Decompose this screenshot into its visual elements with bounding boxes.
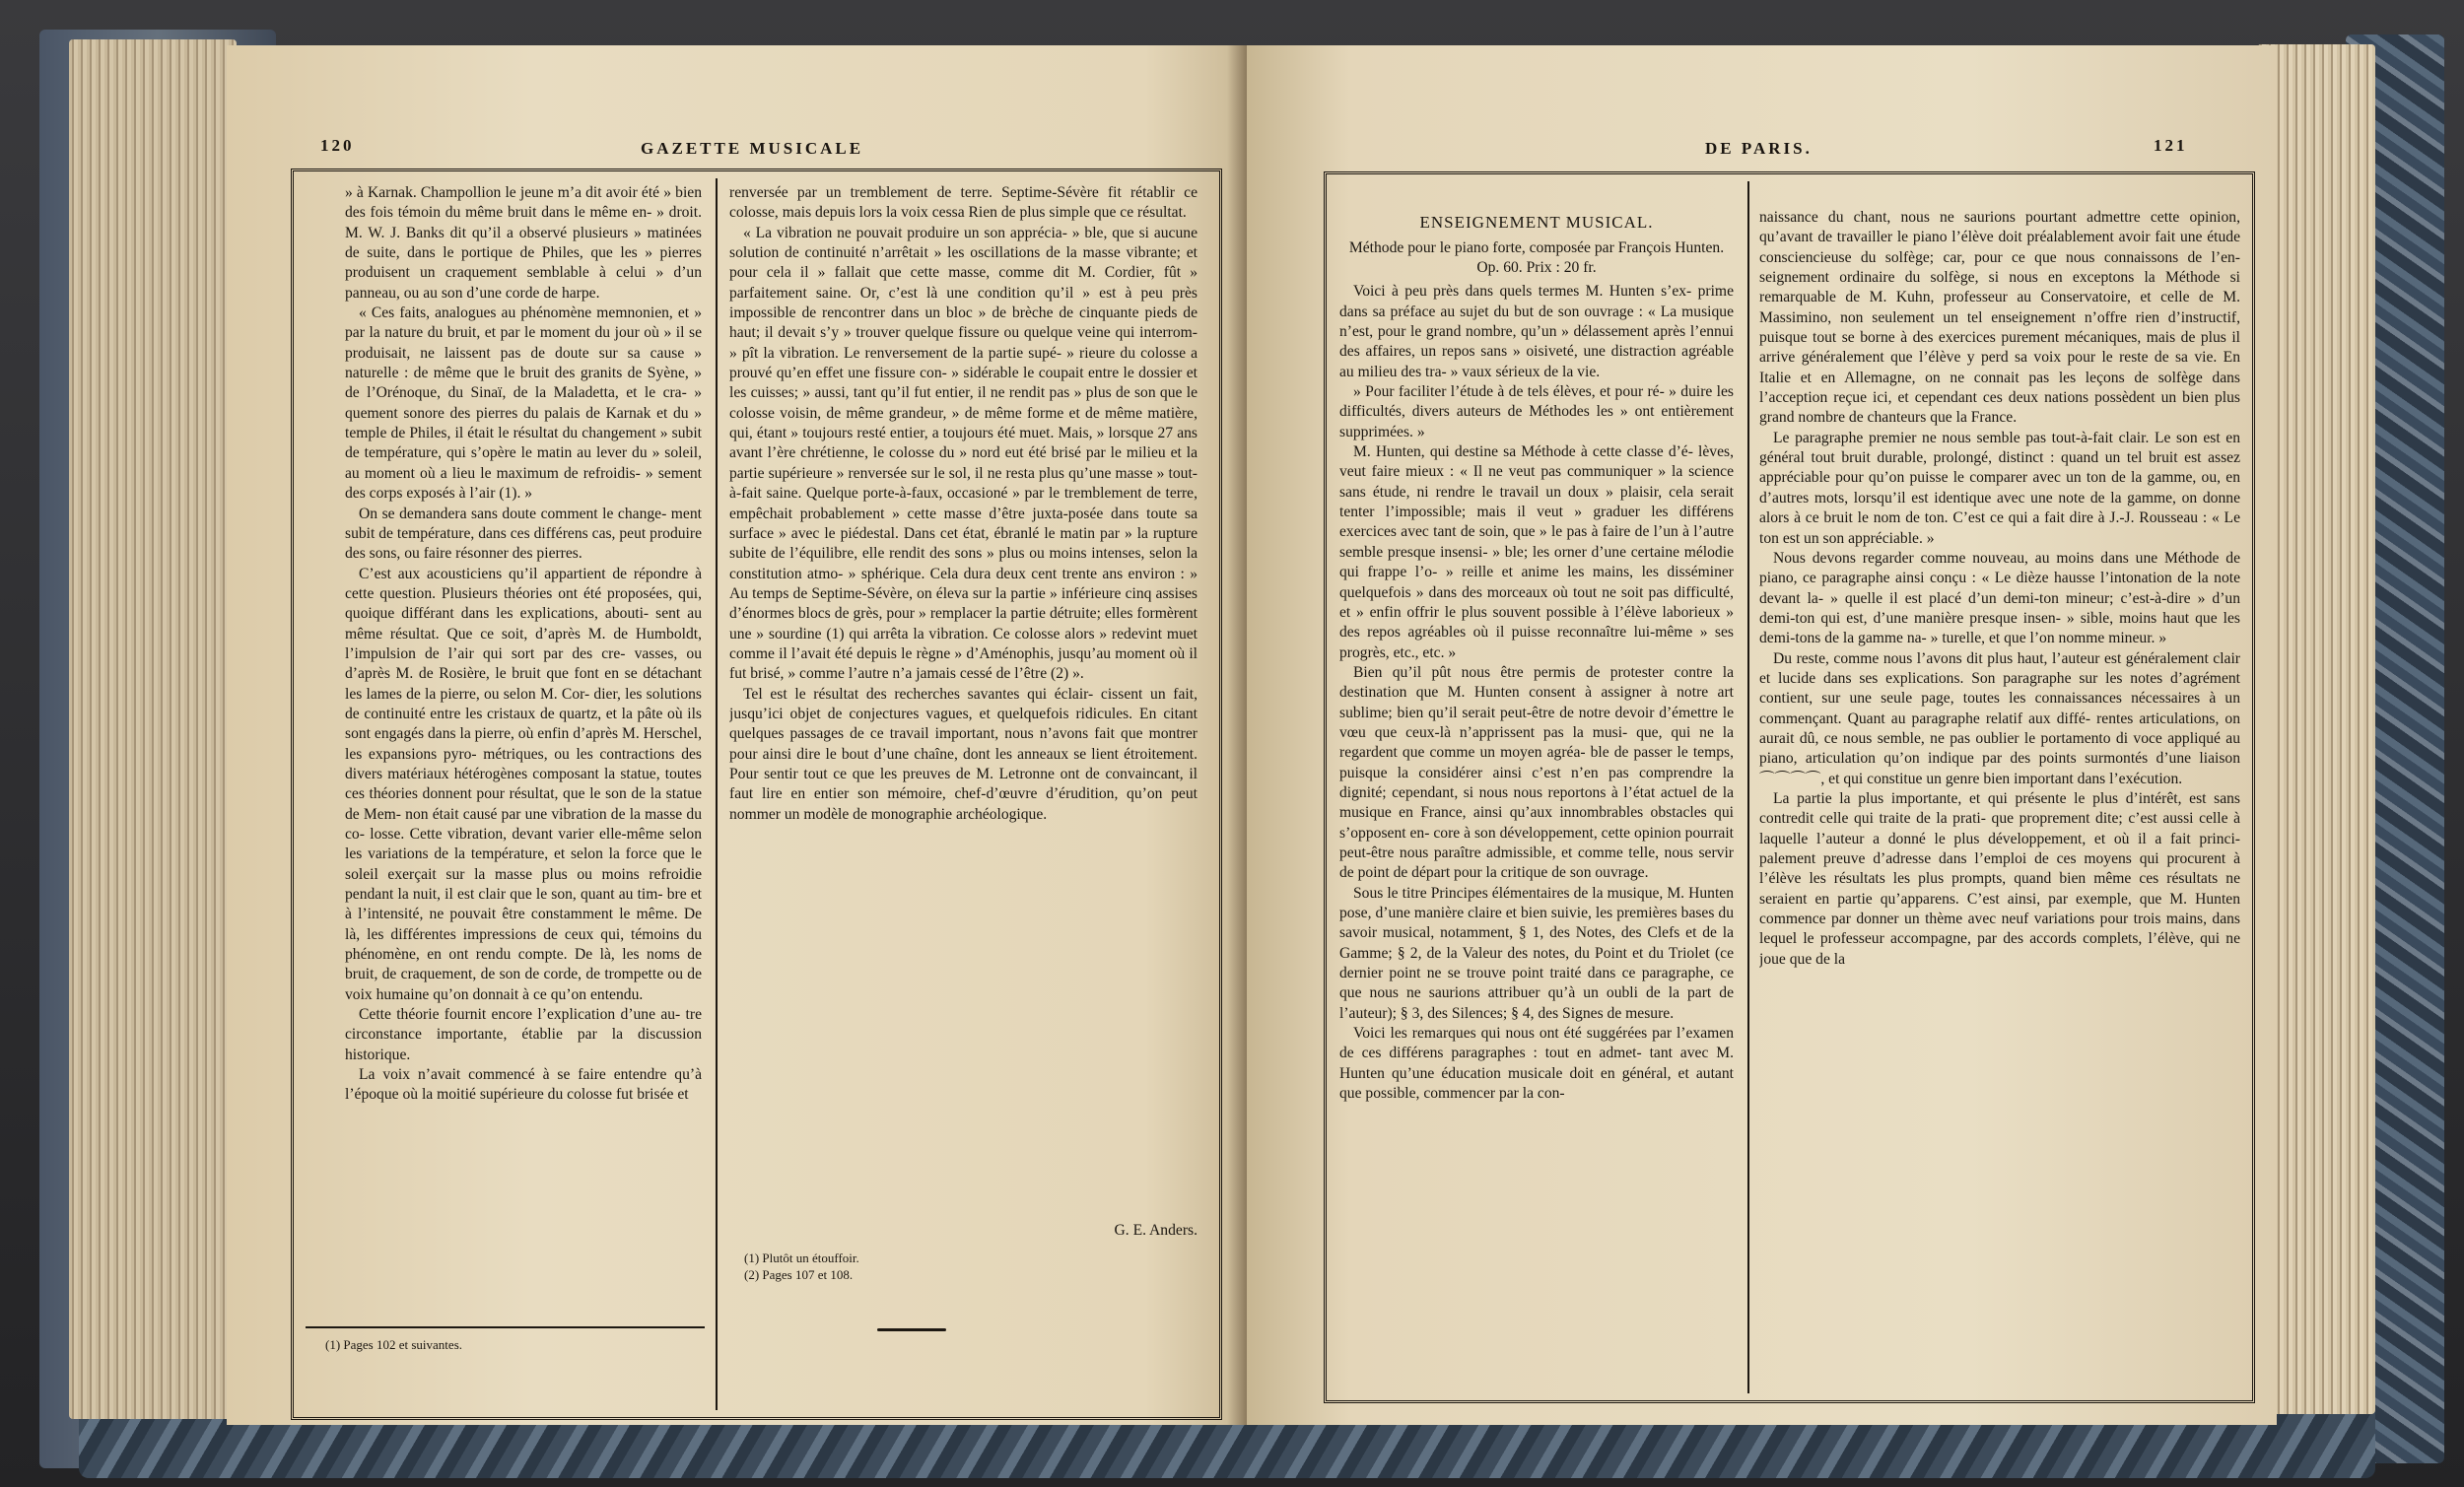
paragraph: renversée par un tremblement de terre. Septime-Sévère fit rétablir ce colosse, mais depuis lors la voix cessa Rien de plus simple que ce résultat.: [729, 184, 1198, 222]
left-col2-footnotes: [744, 1250, 1178, 1283]
footnote: (1) Plutôt un étouffoir.: [744, 1250, 859, 1265]
paragraph: Le paragraphe premier ne nous semble pas tout-à-fait clair. Le son est en général tout bruit durable, prolongé, distinct : quand un tel bruit est assez appréciable pour qu’on puisse le comparer avec un ton de la gamme, ou, en d’autres mots, lorsqu’il est identique avec une note de la gamme, on donne alors à ce bruit le nom de ton. C’est ce qui a fait dire à J.-J. Rousseau : « Le ton est un son appréciable. »: [1759, 429, 2240, 547]
article-signature: G. E. Anders.: [1114, 1222, 1198, 1239]
right-running-head: DE PARIS.: [1705, 139, 1813, 158]
left-page: [227, 45, 1247, 1425]
paragraph: » Pour faciliter l’étude à de tels élèves, et pour ré- » duire les difficultés, divers auteurs de Méthodes les » ont entièrement supprimées. »: [1339, 383, 1734, 440]
paragraph: Du reste, comme nous l’avons dit plus haut, l’auteur est généralement clair et lucide dans ses explications. Son paragraphe sur les notes d’agrément contient, sur une seule page, toutes les connaissances nécessaires à un commençant. Quant au paragraphe relatif aux diffé- rentes articulations, on aurait dû, ce nous semble, ne pas oublier le portamento di voce appliqué au piano, articulation qu’on indique par des points surmontés d’une liaison ⌒⌒⌒⌒, et qui constitue un genre bien important dans l’exécution.: [1759, 649, 2240, 787]
paragraph: Voici les remarques qui nous ont été suggérées par l’examen de ces différens paragraphes : tout en admet- tant avec M. Hunten qu’une éducation musicale doit en général, et autant que possible, commencer par la con-: [1339, 1025, 1734, 1103]
paragraph: Bien qu’il pût nous être permis de protester contre la destination que M. Hunten consent à assigner à notre art sublime; bien qu’il serait peut-être de notre devoir d’émettre le vœu que ceux-là n’apprissent pas la musi- que, qui ne la regardent que comme un moyen agréa- ble de passer le temps, puisque la considérer ainsi c’est n’en pas comprendre la dignité; cependant, si nous nous reportons à l’état actuel de la musique en France, ainsi qu’aux innombrables obstacles qui s’opposent en- core à son développement, cette opinion pourrait peut-être nous paraître admissible, et comme telle, nous servir de point de départ pour la critique de son ouvrage.: [1339, 663, 1734, 882]
paragraph: « Ces faits, analogues au phénomène memnonien, et » par la nature du bruit, et par le moment du jour où » il se produisait, ne laissent pas de doute sur sa cause » naturelle : de même que le bruit des granits de Syène, » de l’Orénoque, du Sinaï, de la Maladetta, et le cra- » quement sonore des pierres du palais de Karnak et du » temple de Philes, il était le résultat du changement » subit de température, qui s’opère le matin au lever du » soleil, au moment où a lieu le maximum de refroidis- » sement des corps exposés à l’air (1). »: [345, 304, 702, 503]
paragraph: Voici à peu près dans quels termes M. Hunten s’ex- prime dans sa préface au sujet du but de son ouvrage : « La musique n’est, pour le grand nombre, qu’un » délassement après l’ennui des affaires, un repos sans » oisiveté, une distraction agréable au milieu des tra- » vaux sérieux de la vie.: [1339, 283, 1734, 380]
left-column-2: [729, 183, 1198, 1213]
right-column-2: [1759, 208, 2240, 1390]
section-subtitle: Méthode pour le piano forte, composée par François Hunten. Op. 60. Prix : 20 fr.: [1348, 239, 1725, 277]
footnote: (2) Pages 107 et 108.: [744, 1267, 854, 1282]
ornament-rule: [877, 1328, 946, 1331]
page-edges-left: [69, 39, 237, 1419]
paragraph: La partie la plus importante, et qui présente le plus d’intérêt, est sans contredit celle qui traite de la prati- que proprement dite; c’est aussi celle à laquelle l’auteur a donné le plus développement, et où il a fait princi- palement preuve d’adresse dans l’emploi de ces moyens qui procurent à l’élève les résultats les plus prompts, quand bien même ces résultats ne seraient en partie qu’apparens. C’est ainsi, par exemple, que M. Hunten commence par donner un thème avec neuf variations pour trois mains, dans lequel le professeur accompagne, par des accords complets, l’élève, qui ne joue que de la: [1759, 789, 2240, 968]
right-column-1: [1339, 213, 1734, 1390]
right-column-rule: [1747, 181, 1749, 1393]
paragraph: C’est aux acousticiens qu’il appartient de répondre à cette question. Plusieurs théories ont été proposées, qui, quoique différant dans les explications, abouti- sent au même résultat. Que ce soit, d’après M. de Humboldt, l’impulsion de l’air qui sort par des cre- vasses, ou d’après M. de Rosière, le bruit que font en se détachant les lames de la pierre, ou selon M. Cor- dier, les solutions de continuité entre les cristaux de quartz, et la pâte où ils sont engagés dans la pierre, où enfin d’après M. Herschel, les expansions pyro- métriques, ou les contractions des divers matériaux hétérogènes composant la statue, toutes ces théories donnent pour résultat, que le son de la statue de Mem- non était causé par une vibration de la masse du co- losse. Cette vibration, devant varier elle-même selon les variations de la température, et selon la force que le soleil exerçait sur la masse plus ou moins refroidie pendant la nuit, il est clair que le son, quant au tim- bre et à l’intensité, ne pouvait être constamment le même. De là, les différentes impressions de ceux qui, témoins du phénomène, en ont rendu compte. De là, les noms de bruit, de craquement, de son de corde, de trompette ou de voix humaine qu’on donnait à ce qu’on entendu.: [345, 565, 702, 1003]
paragraph: Sous le titre Principes élémentaires de la musique, M. Hunten pose, d’une manière claire et bien suivie, les premières bases du savoir musical, notamment, § 1, des Notes, des Clefs et de la Gamme; § 2, de la Valeur des notes, du Point et du Triolet (ce dernier point ne se trouve point traité dans ce paragraphe, ce que nous ne saurions attribuer qu’à un oubli de la part de l’auteur); § 3, des Silences; § 4, des Signes de mesure.: [1339, 884, 1734, 1022]
right-page: [1247, 45, 2277, 1425]
paragraph: M. Hunten, qui destine sa Méthode à cette classe d’é- lèves, veut faire mieux : « Il ne veut pas communiquer » la science sans étude, ni rendre le travail un doux » plaisir, cela serait tenter l’impossible; mais il veut » graduer les différens exercices avec tant de soin, que » le pas à faire de l’un à l’autre semble presque insensi- » ble; les orner d’une certaine mélodie qui frappe l’o- » reille et anime les mains, les disséminer quelquefois » dans des morceaux où tout ne soit pas difficulté, et » enfin offrir le plus souvent possible à l’élève laborieux » des repos agréables où il puisse reconnaître lui-même » ses progrès, etc., etc. »: [1339, 443, 1734, 661]
right-page-number: 121: [2154, 136, 2188, 155]
paragraph: naissance du chant, nous ne saurions pourtant admettre cette opinion, qu’avant de travailler le piano l’élève doit préalablement avoir fait une étude consciencieuse du solfège; car, pour ce que nous connaissons de l’en- seignement ordinaire du solfège, si nous en exceptons la Méthode si remarquable de M. Kuhn, professeur au Conservatoire, et celle de M. Massimino, non seulement un tel enseignement n’offre rien d’instructif, puisque tout se borne à des exercices purement mécaniques, mais de plus il arrive généralement que l’élève y perd sa voix pour le reste de sa vie. En Italie et en Allemagne, on ne connait pas les leçons de solfège dans l’acception reçue ici, et cependant ces deux nations possèdent un bien plus grand nombre de chanteurs que la France.: [1759, 209, 2240, 427]
paragraph: « La vibration ne pouvait produire un son apprécia- » ble, que si aucune solution de continuité n’arrêtait » les oscillations de la masse vibrante; et pour cela il » fallait que cette masse, comme dit M. Cordier, fût » parfaitement saine. Or, c’est là une condition qu’il » est à peu près impossible de rencontrer dans un bloc » de brèche de cinquante pieds de haut; il devait s’y » trouver quelque fissure ou quelque veine qui interrom- » pît la vibration. Le renversement de la partie supé- » rieure du colosse a prouvé qu’en effet une fissure con- » sidérable le coupait entre le dossier et les cuisses; » aussi, tant qu’il fut entier, il ne rendit pas » plus de son que le colosse voisin, de même grandeur, » de même forme et de même matière, qui, étant » toujours resté entier, a toujours été muet. Mais, » lorsque 27 ans avant l’ère chrétienne, le colosse du » nord eut été brisé par le milieu et la partie supérieure » renversée sur le sol, il ne resta plus qu’une masse » tout-à-fait saine. Quelque porte-à-faux, occasioné » par le tremblement de terre, empêchait probablement » cette masse d’être juxta-posée dans toute sa surface » avec le piédestal. Dans cet état, ébranlé le matin par » la rupture subite de l’équilibre, elle rendit des sons » plus ou moins intenses, selon la constitution atmo- » sphérique. Cela dura deux cent trente ans environ : » Au temps de Septime-Sévère, on éleva sur la partie » inférieure cinq assises d’énormes blocs de grès, pour » remplacer la partie détruite; elles formèrent une » sourdine (1) qui arrêta la vibration. Ce colosse alors » redevint muet comme il l’avait été depuis le règne » d’Aménophis, jusqu’au moment où il fut brisé, » comme l’autre n’a jamais cessé de l’être (2) ».: [729, 224, 1198, 683]
left-column-rule: [716, 178, 718, 1410]
paragraph: La voix n’avait commencé à se faire entendre qu’à l’époque où la moitié supérieure du colosse fut brisée et: [345, 1066, 702, 1104]
paragraph: Nous devons regarder comme nouveau, au moins dans une Méthode de piano, ce paragraphe ainsi conçu : « Le dièze hausse l’intonation de la note devant la- » quelle il est placé d’un demi-ton mineur; c’est-à-dire » d’un demi-ton qui est, d’une manière presque insen- » sible, moins haut que les demi-tons de la gamme na- » turelle, et que l’on nomme mineur. »: [1759, 549, 2240, 647]
paragraph: » à Karnak. Champollion le jeune m’a dit avoir été » bien des fois témoin du même bruit dans le même en- » droit. M. W. J. Banks dit qu’il a observé plusieurs » matinées de suite, dans le portique de Philes, que les » pierres produisent un craquement semblable à celui » d’un panneau, ou au son d’une corde de harpe.: [345, 184, 702, 302]
paragraph: Cette théorie fournit encore l’explication d’une au- tre circonstance importante, établie par la discussion historique.: [345, 1006, 702, 1063]
footnote-divider: [306, 1326, 705, 1328]
left-page-number: 120: [320, 136, 355, 155]
paragraph: On se demandera sans doute comment le change- ment subit de température, dans ces différens cas, peut produire des sons, ou faire résonner des pierres.: [345, 505, 702, 563]
section-title: ENSEIGNEMENT MUSICAL.: [1419, 213, 1654, 232]
left-running-head: GAZETTE MUSICALE: [641, 139, 864, 158]
left-column-1: [345, 183, 702, 1317]
left-col1-footnote: (1) Pages 102 et suivantes.: [325, 1337, 463, 1352]
paragraph: Tel est le résultat des recherches savantes qui éclair- cissent un fait, jusqu’ici objet de conjectures vagues, et quelquefois ridicules. En citant quelques passages de ce travail important, nous n’avons fait que montrer pour ainsi dire le bout d’une chaîne, dont les anneaux se lient étroitement. Pour sentir tout ce que les preuves de M. Letronne ont de convaincant, il faut lire en entier son mémoire, chef-d’œuvre d’érudition, qu’on peut nommer un modèle de monographie archéologique.: [729, 685, 1198, 823]
